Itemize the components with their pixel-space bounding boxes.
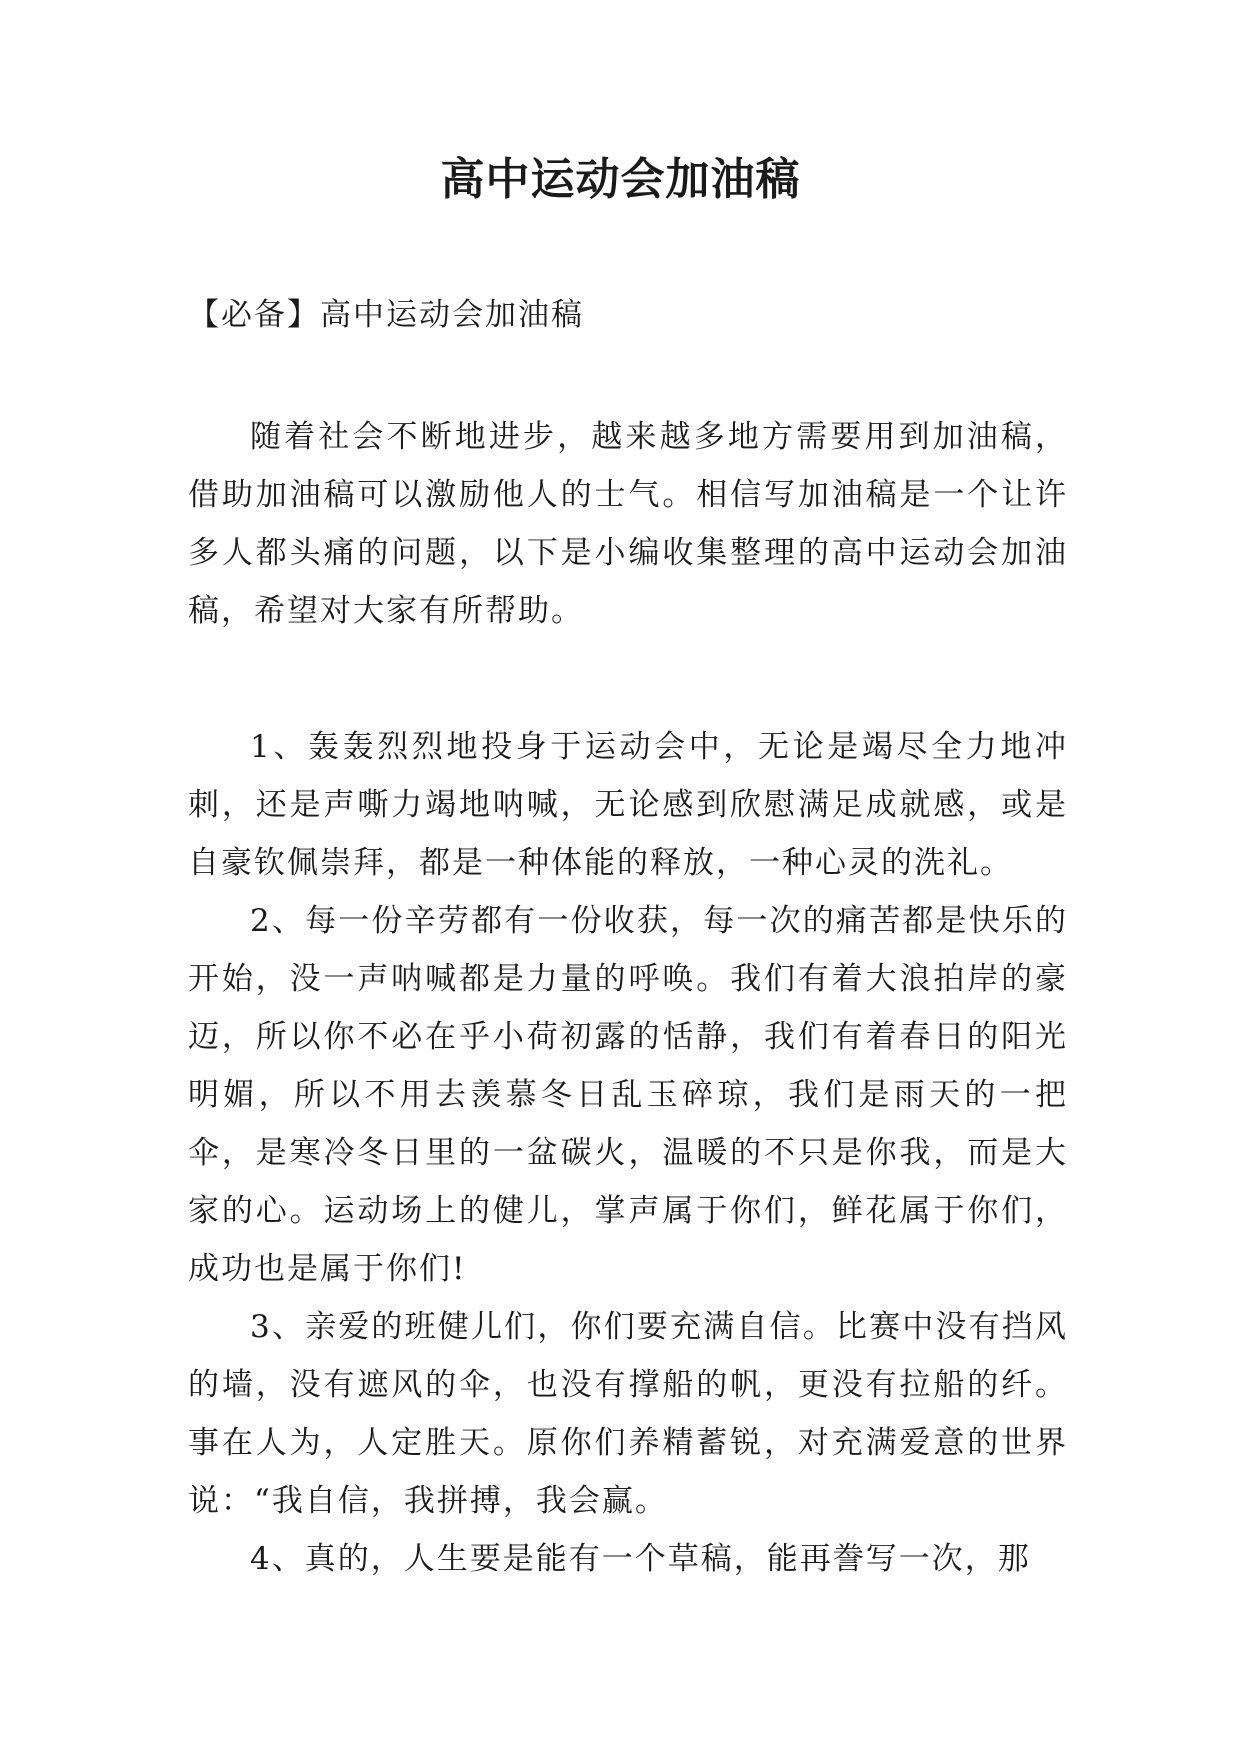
paragraph-2: 2、每一份辛劳都有一份收获，每一次的痛苦都是快乐的开始，没一声呐喊都是力量的呼唤。我们有着大浪拍岸的豪迈，所以你不必在乎小荷初露的恬静，我们有着春日的阳光明媚，所以不用去羡慕冬日乱玉碎琼，我们是雨天的一把伞，是寒冷冬日里的一盆碳火，温暖的不只是你我，而是大家的心。运动场上的健儿，掌声属于你们，鲜花属于你们，成功也是属于你们!: [188, 903, 1068, 1287]
document-subtitle: 【必备】高中运动会加油稿: [188, 297, 584, 333]
paragraph-1: 1、轰轰烈烈地投身于运动会中，无论是竭尽全力地冲刺，还是声嘶力竭地呐喊，无论感到欣慰满足成就感，或是自豪钦佩崇拜，都是一种体能的释放，一种心灵的洗礼。: [188, 729, 1068, 881]
document-body: [188, 408, 1068, 1588]
document-title: 高中运动会加油稿: [440, 154, 801, 205]
intro-paragraph: 随着社会不断地进步，越来越多地方需要用到加油稿，借助加油稿可以激励他人的士气。相信写加油稿是一个让许多人都头痛的问题，以下是小编收集整理的高中运动会加油稿，希望对大家有所帮助。: [188, 419, 1068, 629]
paragraph-4: 4、真的，人生要是能有一个草稿，能再誊写一次，那: [250, 1541, 1031, 1577]
paragraph-3: 3、亲爱的班健儿们，你们要充满自信。比赛中没有挡风的墙，没有遮风的伞，也没有撑船的帆，更没有拉船的纤。事在人为，人定胜天。原你们养精蓄锐，对充满爱意的世界说：“我自信，我拼搏，我会赢。: [188, 1309, 1068, 1519]
